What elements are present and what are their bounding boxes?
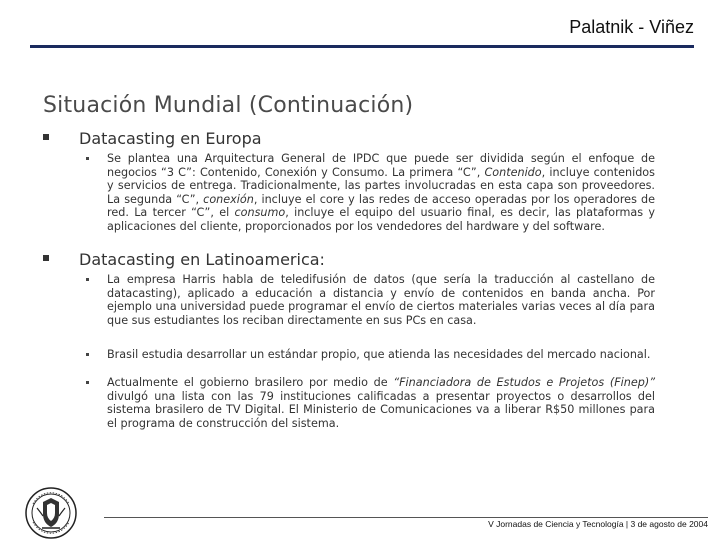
sub-bullet-icon <box>86 157 89 160</box>
square-bullet-icon <box>43 134 49 140</box>
section-heading-text: Datacasting en Latinoamerica: <box>79 250 325 269</box>
latam-item-finep: Actualmente el gobierno brasilero por medio de “Financiadora de Estudos e Projetos (Finep)” divulgó una lista con las 79 instituciones calificadas a presentar proyectos o desarrollos del sistema brasilero de TV Digital. El Ministerio de Comunicaciones va a liberar R$50 millones para el programa de construcción del sistema. <box>107 376 655 430</box>
header-author: Palatnik - Viñez <box>569 17 694 37</box>
slide-title: Situación Mundial (Continuación) <box>43 93 414 118</box>
europa-paragraph: Se plantea una Arquitectura General de IPDC que puede ser dividida según el enfoque de negocios “3 C”: Contenido, Conexión y Consumo. La primera “C”, Contenido, incluye contenidos y servicios de entrega. Tradicionalmente, las partes involucradas en esta capa son proveedores. La segunda “C”, conexión, incluye el core y las redes de acceso operadas por los operadores de red. La tercer “C”, el consumo, incluye el equipo del usuario final, es decir, las plataformas y aplicaciones del cliente, proporcionados por los vendedores del hardware y del software. <box>107 152 655 234</box>
footer-divider <box>104 517 708 518</box>
header-divider <box>30 45 694 48</box>
sub-bullet-icon <box>86 381 89 384</box>
sub-bullet-icon <box>86 353 89 356</box>
latam-item-harris: La empresa Harris habla de teledifusión de datos (que sería la traducción al castellano de datacasting), aplicado a educación a distancia y envío de contenidos en banda ancha. Por ejemplo una universidad puede programar el envío de ciertos materiales varias veces al día para que sus estudiantes los reciban directamente en sus PCs en casa. <box>107 273 655 327</box>
latam-item-brasil: Brasil estudia desarrollar un estándar propio, que atienda las necesidades del mercado nacional. <box>107 348 655 362</box>
section-heading-text: Datacasting en Europa <box>79 129 262 148</box>
sub-bullet-icon <box>86 278 89 281</box>
university-seal-logo <box>24 486 78 540</box>
square-bullet-icon <box>43 255 49 261</box>
footer-text: V Jornadas de Ciencia y Tecnología | 3 de agosto de 2004 <box>488 519 708 529</box>
